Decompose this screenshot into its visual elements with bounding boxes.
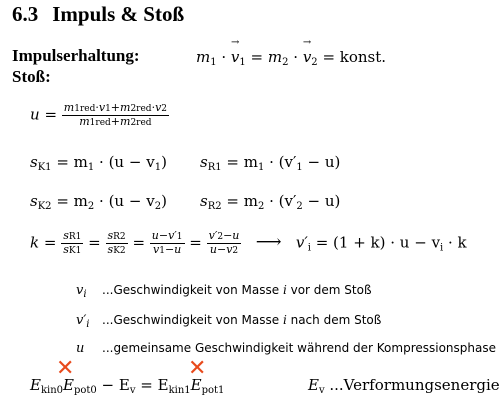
u-formula: u = $\frac{\text{m1red·v1+m2red·v2}}{\text{m1red+m2red}}$ <box>30 101 168 128</box>
cross-mark-icon-epot0: ✕ <box>56 356 75 381</box>
energy-description: $E_v$ ...Verformungsenergie <box>308 376 500 396</box>
section-title <box>12 2 184 27</box>
stoss-label: Stoß: <box>12 67 51 86</box>
sr2-formula: $s_{R2} = m_2 \cdot (v'_2 - u)$ <box>200 192 341 212</box>
energy-formula: $E_{kin0}E_{pot0} - E_v = E_{kin1}E_{pot1}$ <box>30 376 225 396</box>
section-heading: Impuls & Stoß <box>52 2 185 26</box>
sr1-formula: $s_{R1} = m_1 \cdot (v'_1 - u)$ <box>200 153 341 173</box>
definition-vi: $v_i$ ...Geschwindigkeit von Masse i vor dem Stoß <box>76 283 372 300</box>
impulserhaltung-label: Impulserhaltung: <box>12 46 140 65</box>
k-formula: k = $\frac{sR1}{sK1}$ = $\frac{sR2}{sK2}$ = $\frac{u-v'1}{v1-u}$ = $\frac{v'2-u}{u-v2}$ ⟶ $v'_i = (1 + k) \cdot u - v_i \cdot k$ <box>30 229 467 256</box>
sk1-formula: $s_{K1} = m_1 \cdot (u - v_1)$ <box>30 153 167 173</box>
impulserhaltung-formula: $m_1$ · → $v_1 = m_2$ · → $v_2$ = konst. <box>196 48 386 68</box>
section-number: 6.3 <box>12 2 39 26</box>
u-fraction: $\frac{\text{m1red·v1+m2red·v2}}{\text{m1red+m2red}}$ <box>63 101 168 128</box>
implies-arrow: ⟶ <box>255 231 282 253</box>
cross-mark-icon-epot1: ✕ <box>188 356 207 381</box>
definition-vi-prime: $v'_i$ ...Geschwindigkeit von Masse i nach dem Stoß <box>76 313 382 330</box>
definition-u: u ...gemeinsame Geschwindigkeit während der Kompressionsphase <box>76 341 496 356</box>
sk2-formula: $s_{K2} = m_2 \cdot (u - v_2)$ <box>30 192 167 212</box>
